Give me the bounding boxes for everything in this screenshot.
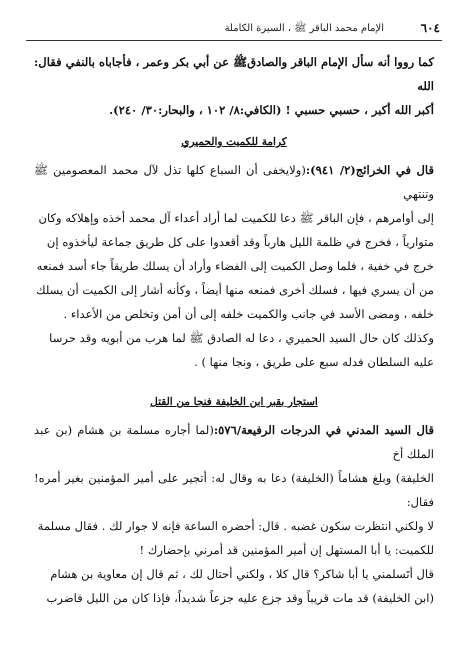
line-text: (لما أجاره مسلمة بن هشام (بن عبد الملك أخ [34, 423, 434, 461]
paragraph-line: وكذلك كان حال السيد الحميري ، دعا له الصادق ﷺ لما هرب من أبويه وقد حرسا [49, 331, 434, 345]
paragraph-line: متوارياً ، فخرج في ظلمة الليل هارباً وقد أقعدوا على كل طريق جماعة ليأخذوه إن [46, 235, 434, 249]
running-title: الإمام محمد الباقر ﷺ ، السيرة الكاملة [224, 23, 384, 34]
paragraph-line: الخليفة) وبلغ هشاماً (الخليفة) دعا به وقال له: أتجير على أمير المؤمنين بغير أمره! فقال: [34, 471, 434, 509]
paragraph-line: من أن يسري فيها ، فسلك أخرى فمنعه منها أيضاً ، وكأنه أشار إلى الكميت أن يسلك [36, 283, 434, 297]
paragraph-line: خلفه ، ومضى الأسد في جانب والكميت خلفه إلى أن أمن وتخلص من الأعداء . [63, 307, 434, 321]
citation-lead: قال في الخرائج(٢/ ٩٤١): [305, 163, 435, 177]
paragraph-line: إلى أوامرهم ، فإن الباقر ﷺ دعا للكميت لما أراد أعداء آل محمد أخذه وإهلاكه وكان [38, 211, 434, 225]
paragraph-line: قال أتَسلمني يا أبا شاكر؟ قال كلا ، ولكني أحتال لك ، ثم قال إن معاوية بن هشام [50, 567, 434, 581]
page-number: ٦٠٤ [420, 21, 440, 35]
page-body [34, 50, 434, 610]
paragraph-line [34, 418, 434, 466]
page-header [26, 18, 442, 41]
intro-line-2: أكبر الله أكبر ، حسبي حسبي ! (الكافي:٨/ ١٠٢ ، والبحار:٣٠/ ٢٤٠). [109, 103, 434, 117]
paragraph-line: خرج في خفية ، فلما وصل الكميت إلى الفضاء وأراد أن يسلك طريقاً جاء أسد فمنعه [36, 259, 434, 273]
paragraph-line: عليه السلطان فدله سبع على طريق ، ونجا منها ) . [194, 355, 434, 369]
section-body-refuge [34, 418, 434, 610]
paragraph-line: لا ولكني انتظرت سكون غضبه . قال: أحضره الساعة فإنه لا جوار لك . فقال مسلمة [37, 519, 434, 533]
citation-lead: قال السيد المدني في الدرجات الرفيعة/٥٧٦: [213, 423, 434, 437]
paragraph-line: (ابن الخليفة) قد مات قريباً وقد جزع عليه جزعاً شديداً، فإذا كان من الليل فاضرب [46, 591, 434, 605]
intro-line-1: كما رووا أنه سأل الإمام الباقر والصادقﷺ عن أبي بكر وعمر ، فأجاباه بالنفي فقال: الله [33, 55, 434, 93]
section-title-kumait: كرامة للكميت والحميري [181, 136, 287, 148]
section-title-refuge: استجار بقبر ابن الخليفة فنجا من القتل [150, 396, 318, 408]
paragraph-line: للكميت: يا أبا المستهل إن أمير المؤمنين قد أمرني بإحضارك ! [139, 543, 434, 557]
section-body-kumait [34, 158, 434, 374]
paragraph-line [34, 158, 434, 206]
line-text: (ولايخفى أن السباع كلها تذل لآل محمد المعصومين ﷺ وتنتهي [34, 163, 434, 201]
